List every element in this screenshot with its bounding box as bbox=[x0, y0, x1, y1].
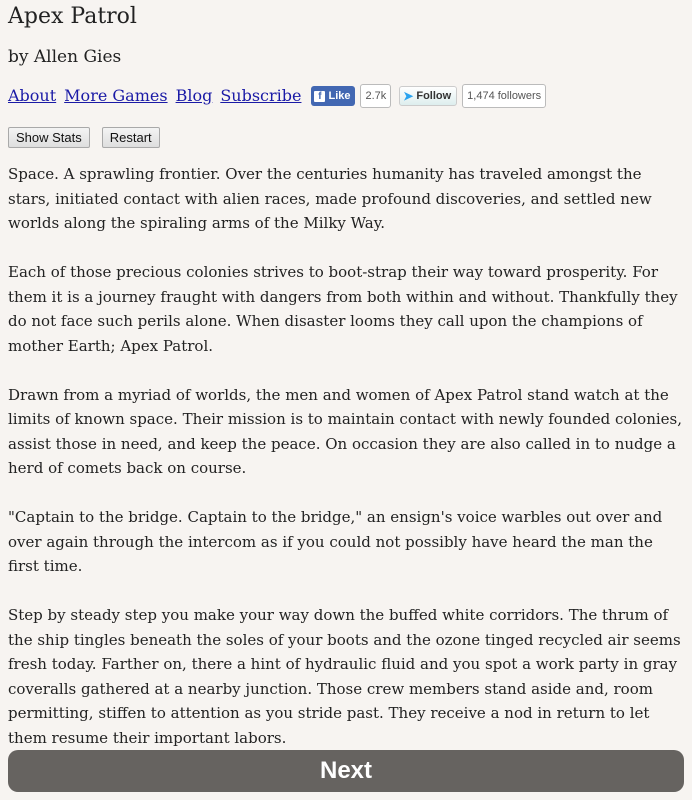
twitter-follower-count: 1,474 followers bbox=[462, 84, 546, 108]
about-link[interactable]: About bbox=[8, 86, 57, 105]
blog-link[interactable]: Blog bbox=[175, 86, 213, 105]
next-button[interactable]: Next bbox=[8, 750, 684, 792]
facebook-icon: f bbox=[314, 91, 325, 102]
facebook-like-label: Like bbox=[328, 90, 351, 102]
next-button-container bbox=[8, 750, 684, 792]
game-controls bbox=[8, 127, 684, 148]
facebook-like-count: 2.7k bbox=[360, 84, 391, 108]
story-paragraph: Drawn from a myriad of worlds, the men and women of Apex Patrol stand watch at the limits of known space. Their mission is to maintain contact with newly founded colonies, assist those in need, and keep the peace. On occasion they are also called in to nudge a herd of comets back on course. bbox=[8, 385, 683, 477]
facebook-like-widget bbox=[311, 84, 391, 108]
story-paragraph: Each of those precious colonies strives to boot-strap their way toward prosperity. For them it is a journey fraught with dangers from both within and without. Thankfully they do not face such perils alone. When disaster looms they call upon the champions of mother Earth; Apex Patrol. bbox=[8, 263, 678, 355]
show-stats-button[interactable]: Show Stats bbox=[8, 127, 90, 148]
twitter-bird-icon: ➤ bbox=[403, 89, 414, 103]
twitter-follow-button[interactable] bbox=[399, 86, 457, 106]
more-games-link[interactable]: More Games bbox=[64, 86, 168, 105]
author-byline: by Allen Gies bbox=[8, 47, 122, 67]
story-paragraph: Step by steady step you make your way down the buffed white corridors. The thrum of the ship tingles beneath the soles of your boots and the ozone tinged recycled air seems fresh today. Farther on, there a hint of hydraulic fluid and you spot a work party in gray coveralls gathered at a nearby junction. Those crew members stand aside and, room permitting, stiffen to attention as you stride past. They receive a nod in return to let them resume their important labors. bbox=[8, 606, 681, 747]
subscribe-link[interactable]: Subscribe bbox=[220, 86, 302, 105]
twitter-follow-widget bbox=[399, 84, 546, 108]
story-paragraph: Space. A sprawling frontier. Over the centuries humanity has traveled amongst the stars, initiated contact with alien races, made profound discoveries, and settled new worlds along the spiraling arms of the Milky Way. bbox=[8, 165, 652, 232]
nav-links bbox=[8, 84, 684, 108]
story-paragraph: "Captain to the bridge. Captain to the bridge," an ensign's voice warbles out over and over again through the intercom as if you could not possibly have heard the man the first time. bbox=[8, 508, 663, 575]
story-text bbox=[8, 162, 684, 750]
facebook-like-button[interactable] bbox=[311, 86, 355, 106]
restart-button[interactable]: Restart bbox=[102, 127, 160, 148]
game-title: Apex Patrol bbox=[8, 4, 137, 29]
twitter-follow-label: Follow bbox=[416, 90, 452, 102]
